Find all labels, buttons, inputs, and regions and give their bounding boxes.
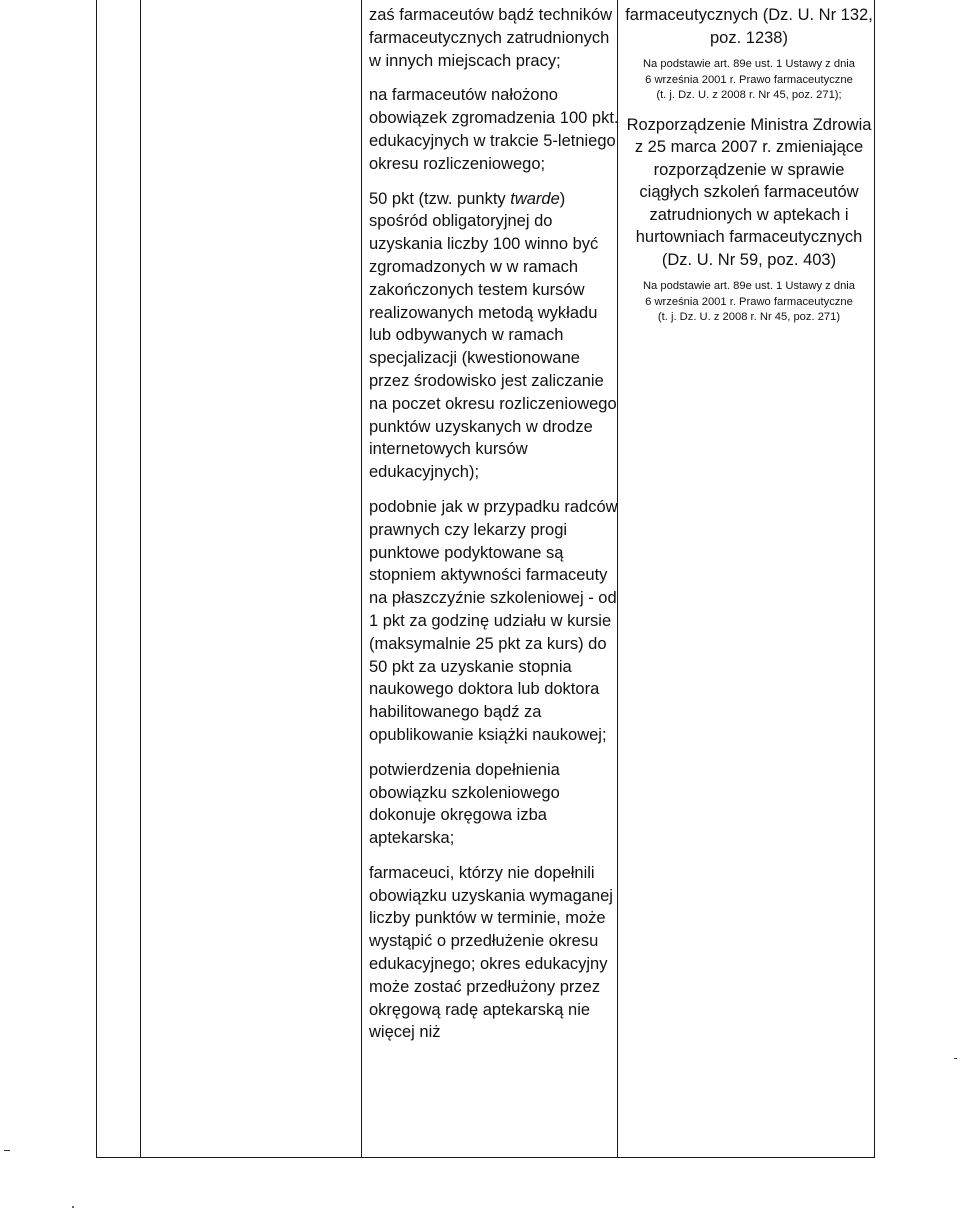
paragraph-100-points-obligation: na farmaceutów nałożono obowiązek zgromadzenia 100 pkt. edukacyjnych w trakcie 5-letniego okresu rozliczeniowego; [369, 86, 619, 173]
legal-reference-1: farmaceutycznych (Dz. U. Nr 132, poz. 1238) [625, 6, 873, 47]
middle-column-content [369, 4, 619, 1056]
legal-basis-note-2: Na podstawie art. 89e ust. 1 Ustawy z dnia 6 września 2001 r. Prawo farmaceutyczne (t. j. Dz. U. z 2008 r. Nr 45, poz. 271) [642, 280, 856, 323]
paragraph-confirmation: potwierdzenia dopełnienia obowiązku szkoleniowego dokonuje okręgowa izba aptekarska; [369, 760, 560, 848]
scan-mark-left [4, 1150, 10, 1151]
column-divider-2 [361, 0, 362, 1158]
table-right-border [874, 0, 875, 1158]
table-bottom-border [96, 1157, 875, 1158]
table-left-border [96, 0, 97, 1158]
paragraph-hard-points: 50 pkt (tzw. punkty twarde) spośród obligatoryjnej do uzyskania liczby 100 winno być zgromadzonych w w ramach zakończonych testem kursów realizowanych metodą wykładu lub odbywanych w ramach specjalizacji (kwestionowane przez środowisko jest zaliczanie na poczet okresu rozliczeniowego punktów uzyskanych w drodze internetowych kursów edukacyjnych); [369, 189, 617, 482]
legal-basis-note-1: Na podstawie art. 89e ust. 1 Ustawy z dnia 6 września 2001 r. Prawo farmaceutyczne (t. j. Dz. U. z 2008 r. Nr 45, poz. 271); [642, 58, 856, 101]
paragraph-extension: farmaceuci, którzy nie dopełnili obowiązku uzyskania wymaganej liczby punktów w terminie, może wystąpić o przedłużenie okresu edukacyjnego; okres edukacyjny może zostać przedłużony przez okręgową radę aptekarską nie więcej niż [369, 863, 613, 1042]
scan-mark-right [954, 1058, 957, 1059]
scan-mark-bottom [72, 1206, 74, 1208]
column-divider-1 [140, 0, 141, 1158]
regulation-title: Rozporządzenie Ministra Zdrowia z 25 marca 2007 r. zmieniające rozporządzenie w sprawie ciągłych szkoleń farmaceutów zatrudnionych w aptekach i hurtowniach farmaceutycznych (Dz. U. Nr 59, poz. 403) [626, 115, 872, 269]
paragraph-pharmacists-elsewhere: zaś farmaceutów bądź techników farmaceutycznych zatrudnionych w innych miejscach pracy; [369, 6, 613, 70]
right-column-content [624, 4, 874, 336]
paragraph-point-thresholds: podobnie jak w przypadku radców prawnych czy lekarzy progi punktowe podyktowane są stopniem aktywności farmaceuty na płaszczyźnie szkoleniowej - od 1 pkt za godzinę udziału w kursie (maksymalnie 25 pkt za kurs) do 50 pkt za uzyskanie stopnia naukowego doktora lub doktora habilitowanego bądź za opublikowanie książki naukowej; [369, 497, 618, 744]
